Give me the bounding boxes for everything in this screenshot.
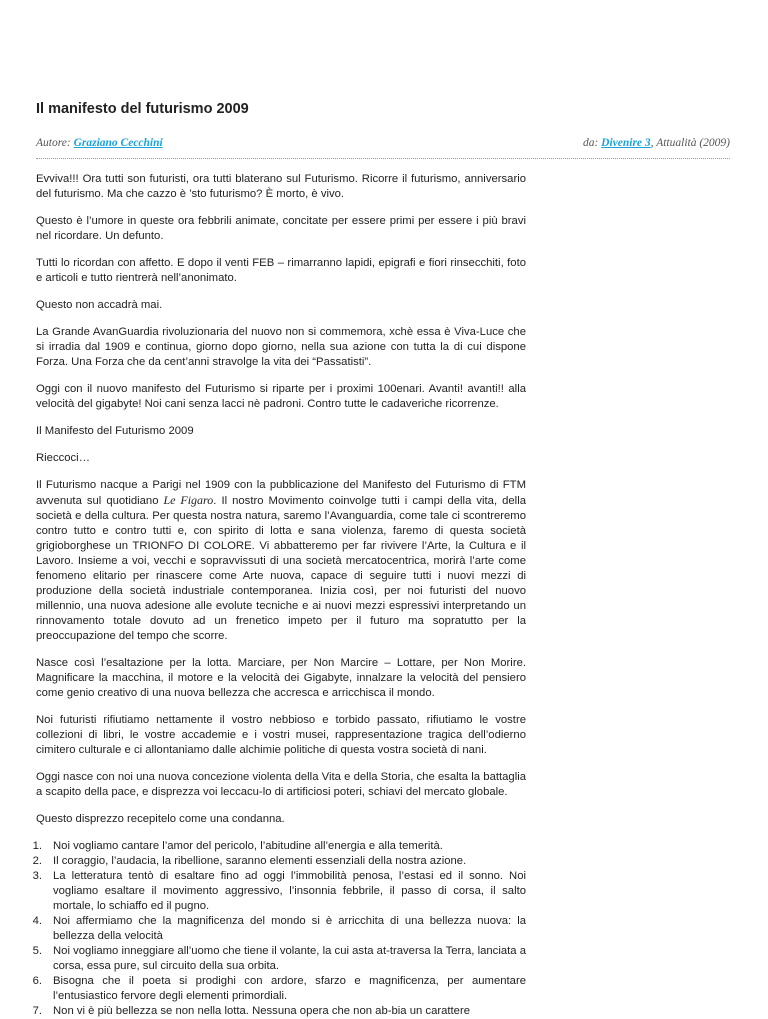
paragraph: Noi futuristi rifiutiamo nettamente il vostro nebbioso e torbido passato, rifiutiamo le vostre collezioni di libri, le vostre accademie e i vostri musei, rappresentazione tragica dell’odierno cimitero culturale e ci allontaniamo dalle alchimie politiche di questa vostra società di nani.	[36, 714, 526, 756]
paragraph: Questo è l’umore in queste ora febbrili animate, concitate per essere primi per essere i più bravi nel ricordare. Un defunto.	[36, 215, 526, 242]
list-item	[32, 944, 526, 974]
list-item-text: Bisogna che il poeta si prodighi con ardore, sfarzo e magnificenza, per aumentare l’entusiastico fervore degli elementi primordiali.	[53, 975, 526, 1002]
list-number: 1.	[32, 840, 42, 852]
list-number: 6.	[32, 975, 42, 987]
manifesto-list	[32, 839, 526, 1019]
source-line	[583, 137, 730, 149]
paragraph: Questo non accadrà mai.	[36, 299, 163, 311]
list-item-text: Noi vogliamo cantare l’amor del pericolo, l’abitudine all’energia e alla temerità.	[53, 840, 443, 852]
list-number: 2.	[32, 855, 42, 867]
list-item	[32, 869, 526, 914]
paragraph: Tutti lo ricordan con affetto. E dopo il venti FEB – rimarranno lapidi, epigrafi e fiori rinsecchiti, foto e articoli e tutto rientrerà nell’anonimato.	[36, 257, 526, 284]
list-item	[32, 854, 526, 869]
list-item	[32, 1004, 526, 1019]
list-number: 5.	[32, 945, 42, 957]
list-item-text: Non vi è più bellezza se non nella lotta. Nessuna opera che non ab-bia un carattere	[53, 1005, 470, 1017]
article-title: Il manifesto del futurismo 2009	[36, 101, 249, 117]
paragraph: Oggi nasce con noi una nuova concezione violenta della Vita e della Storia, che esalta la battaglia a scapito della pace, e disprezza voi leccacu-lo di artificiosi poteri, schiavi del mercato globale.	[36, 771, 526, 798]
paragraph: Oggi con il nuovo manifesto del Futurismo si riparte per i proximi 100enari. Avanti! avanti!! alla velocità del gigabyte! Noi cani senza lacci nè padroni. Contro tutte le cadaveriche ricorrenze.	[36, 383, 526, 410]
paragraph	[36, 478, 526, 644]
newspaper-name: Le Figaro	[163, 493, 214, 507]
list-number: 3.	[32, 870, 42, 882]
paragraph: Rieccoci…	[36, 452, 90, 464]
list-item-text: Il coraggio, l’audacia, la ribellione, saranno elementi essenziali della nostra azione.	[53, 855, 467, 867]
list-number: 4.	[32, 915, 42, 927]
author-link[interactable]: Graziano Cecchini	[73, 137, 163, 149]
article-body	[32, 172, 526, 1019]
header-divider	[36, 158, 730, 159]
paragraph: La Grande AvanGuardia rivoluzionaria del nuovo non si commemora, xchè essa è Viva-Luce che si irradia dal 1909 e continua, giorno dopo giorno, nella sua azione con tutta la di cui dispone Forza. Una Forza che da cent’anni stravolge la vita dei “Passatisti”.	[36, 326, 526, 368]
paragraph-text: . Il nostro Movimento coinvolge tutti i campi della vita, della società e della cultura. Per questa nostra natura, saremo l’Avanguardia, come tale ci scontreremo contro tutto e contro tutti e, con spirito di lotta e sana violenza, faremo di questa società grigioborghese un TRIONFO DI COLORE. Vi abbatteremo per far rivivere l’Arte, la Cultura e il Lavoro. Insieme a voi, vecchi e sopravvissuti di una società mercatocentrica, morirà l’arte come fenomeno elitario per rinascere come Arte nuova, capace di seguire tutti i nuovi mezzi di produzione della società industriale contemporanea. Inizia così, per noi futuristi del nuovo millennio, una nuova adesione alle evolute tecniche e ai nuovi mezzi espressivi interpretando un rinnovamento totale dovuto ad un frenetico impeto per il futuro ma sopratutto per la preoccupazione del tempo che scorre.	[36, 495, 526, 642]
list-item	[32, 914, 526, 944]
author-prefix: Autore:	[36, 137, 74, 149]
source-prefix: da:	[582, 137, 602, 149]
list-item	[32, 839, 526, 854]
list-item	[32, 974, 526, 1004]
paragraph: Evviva!!! Ora tutti son futuristi, ora tutti blaterano sul Futurismo. Ricorre il futurismo, anniversario del futurismo. Ma che cazzo è ’sto futurismo? È morto, è vivo.	[36, 173, 526, 200]
list-item-text: La letteratura tentò di esaltare fino ad oggi l’immobilità penosa, l’estasi ed il sonno. Noi vogliamo esaltare il movimento aggressivo, l’insonnia febbrile, il passo di corsa, il salto mortale, lo schiaffo ed il pugno.	[53, 870, 526, 912]
list-item-text: Noi vogliamo inneggiare all’uomo che tiene il volante, la cui asta at-traversa la Terra, lanciata a corsa, essa pure, sul circuito della sua orbita.	[53, 945, 526, 972]
paragraph-text: Il Futurismo nacque a Parigi nel 1909 con la pubblicazione del Manifesto del Futurismo di FTM avvenuta sul quotidiano	[36, 479, 526, 507]
source-issue-link[interactable]: Divenire 3	[601, 137, 651, 149]
manifesto-heading: Il Manifesto del Futurismo 2009	[36, 425, 194, 437]
source-suffix: , Attualità (2009)	[650, 137, 730, 149]
paragraph: Questo disprezzo recepitelo come una condanna.	[36, 813, 285, 825]
paragraph: Nasce così l’esaltazione per la lotta. Marciare, per Non Marcire – Lottare, per Non Morire. Magnificare la macchina, il motore e la velocità dei Gigabyte, innalzare la velocità del pensiero come genio creativo di una nuova bellezza che accresca e arricchisca il mondo.	[36, 657, 526, 699]
list-item-text: Noi affermiamo che la magnificenza del mondo si è arricchita di una bellezza nuova: la bellezza della velocità	[53, 915, 526, 942]
list-number: 7.	[32, 1005, 42, 1017]
author-line	[36, 137, 163, 149]
